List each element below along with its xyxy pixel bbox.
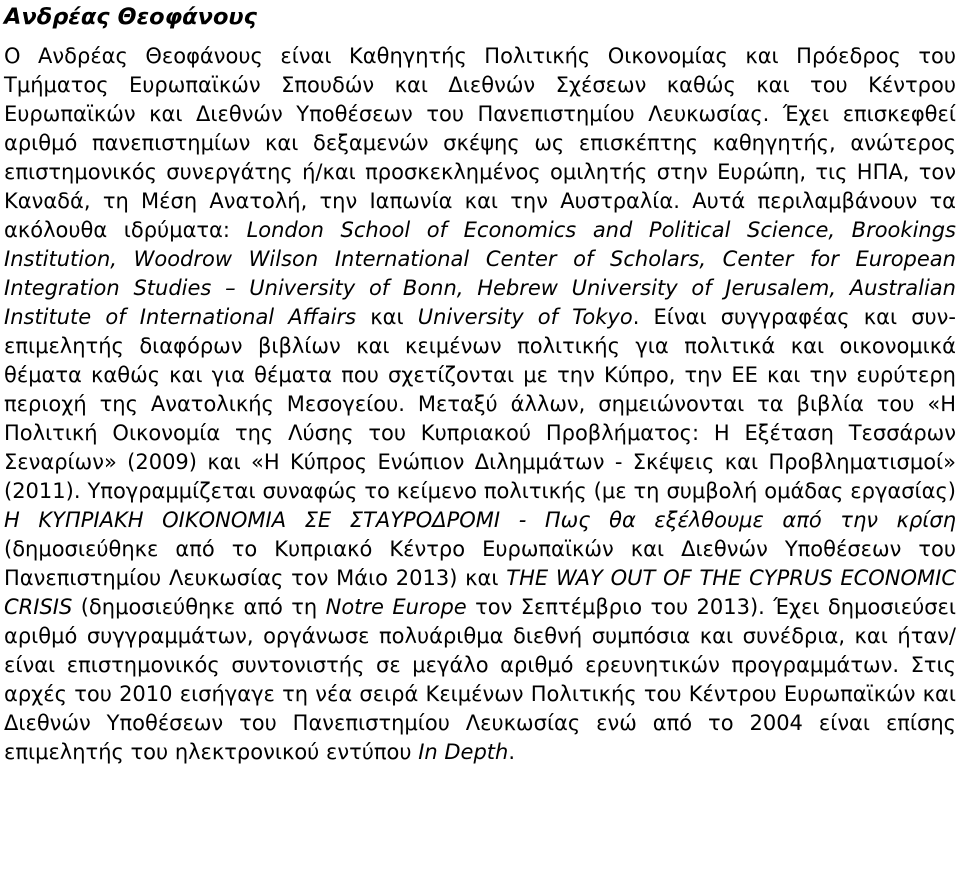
bio-text: και: [356, 305, 418, 329]
publisher-name: Notre Europe: [325, 595, 467, 619]
bio-text: .: [508, 740, 516, 764]
journal-title: In Depth: [418, 740, 509, 764]
bio-text: (δημοσιεύθηκε από τη: [72, 595, 326, 619]
policy-paper-title: Η ΚΥΠΡΙΑΚΗ ΟΙΚΟΝΟΜΙΑ ΣΕ ΣΤΑΥΡΟΔΡΟΜΙ - Πως θα εξέλθουμε από την κρίση: [4, 508, 956, 532]
page-title: Ανδρέας Θεοφάνους: [4, 4, 257, 30]
document-page: [4, 0, 956, 767]
publication-title: THE WAY OUT OF THE CYPRUS ECONOMIC CRISIS: [4, 566, 956, 619]
biography-paragraph: [4, 42, 956, 767]
bio-text: Ο Ανδρέας Θεοφάνους είναι Καθηγητής Πολιτικής Οικονομίας και Πρόεδρος του Τμήματος Ευρωπαϊκών Σπουδών και Διεθνών Σχέσεων καθώς και του Κέντρου Ευρωπαϊκών και Διεθνών Υποθέσεων του Πανεπιστημίου Λευκωσίας. Έχει επισκεφθεί αριθμό πανεπιστημίων και δεξαμενών σκέψης ως επισκέπτης καθηγητής, ανώτερος επιστημονικός συνεργάτης ή/και προσκεκλημένος ομιλητής στην Ευρώπη, τις ΗΠΑ, τον Καναδά, τη Μέση Ανατολή, την Ιαπωνία και την Αυστραλία. Αυτά περιλαμβάνουν τα ακόλουθα ιδρύματα:: [4, 44, 956, 242]
bio-text: τον Σεπτέμβριο του 2013). Έχει δημοσιεύσει αριθμό συγγραμμάτων, οργάνωσε πολυάριθμα διεθνή συμπόσια και συνέδρια, και ήταν/είναι επιστημονικός συντονιστής σε μεγάλο αριθμό ερευνητικών προγραμμάτων. Στις αρχές του 2010 εισήγαγε τη νέα σειρά Κειμένων Πολιτικής του Κέντρου Ευρωπαϊκών και Διεθνών Υποθέσεων του Πανεπιστημίου Λευκωσίας ενώ από το 2004 είναι επίσης επιμελητής του ηλεκτρονικού εντύπου: [4, 595, 956, 764]
bio-text: (δημοσιεύθηκε από το Κυπριακό Κέντρο Ευρωπαϊκών και Διεθνών Υποθέσεων του Πανεπιστημίου Λευκωσίας τον Μάιο 2013) και: [4, 537, 956, 590]
institution-name: University of Tokyo: [417, 305, 633, 329]
bio-text: . Είναι συγγραφέας και συν-επιμελητής διαφόρων βιβλίων και κειμένων πολιτικής για πολιτικά και οικονομικά θέματα καθώς και για θέματα που σχετίζονται με την Κύπρο, την ΕΕ και την ευρύτερη περιοχή της Ανατολικής Μεσογείου. Μεταξύ άλλων, σημειώνονται τα βιβλία του «Η Πολιτική Οικονομία της Λύσης του Κυπριακού Προβλήματος: Η Εξέταση Τεσσάρων Σεναρίων» (2009) και «Η Κύπρος Ενώπιον Διλημμάτων - Σκέψεις και Προβληματισμοί» (2011). Υπογραμμίζεται συναφώς το κείμενο πολιτικής (με τη συμβολή ομάδας εργασίας): [4, 305, 956, 503]
institutions-list: London School of Economics and Political Science, Brookings Institution, Woodrow Wilson International Center of Scholars, Center for European Integration Studies – University of Bonn, Hebrew University of Jerusalem, Australian Institute of International Affairs: [4, 218, 956, 329]
